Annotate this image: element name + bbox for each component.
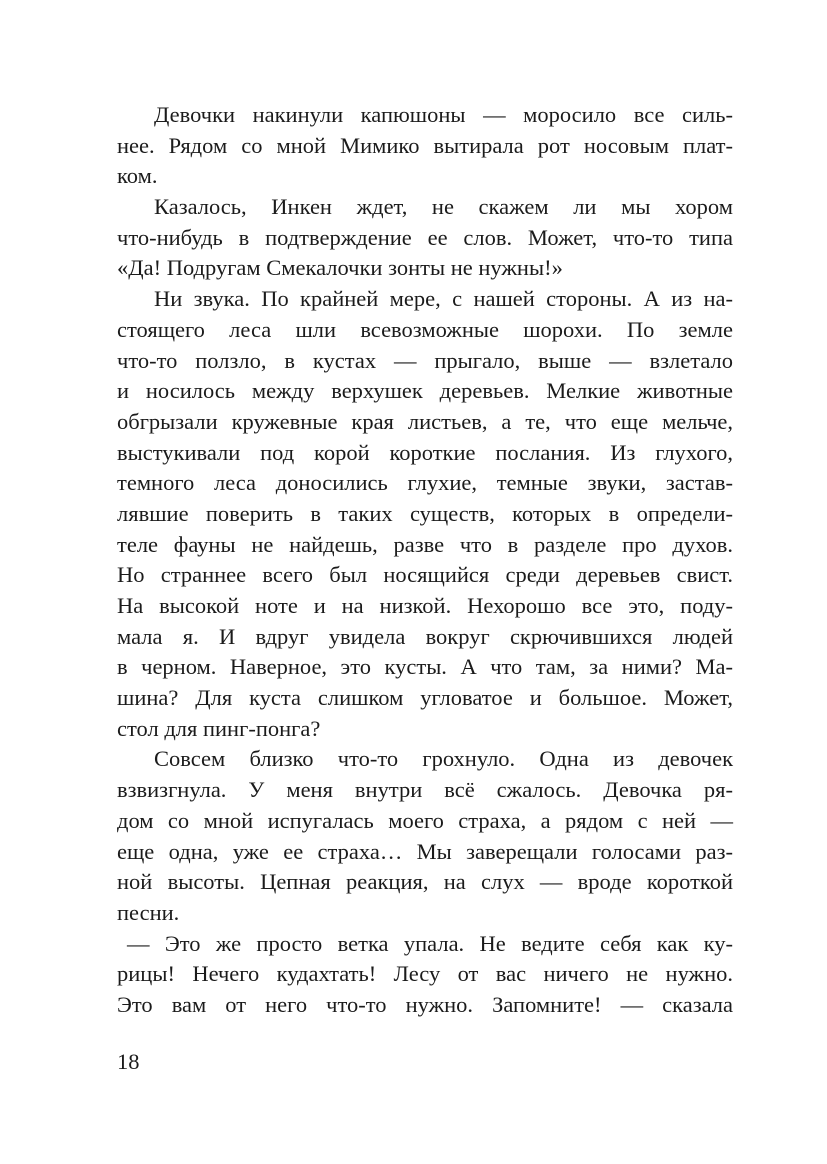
paragraph-4: [117, 744, 733, 928]
text-line: еще одна, уже ее страха… Мы заверещали голосами раз-: [117, 838, 733, 864]
text-line: мала я. И вдруг увидела вокруг скрючившихся людей: [117, 623, 733, 649]
page-number: 18: [117, 1049, 140, 1074]
text-line: стол для пинг-понга?: [117, 715, 321, 741]
paragraph-2: [117, 192, 733, 284]
text-line: песни.: [117, 899, 180, 925]
paragraph-1: [117, 100, 733, 192]
text-line: На высокой ноте и на низкой. Нехорошо все это, поду-: [117, 593, 733, 618]
text-line: темного леса доносились глухие, темные звуки, застав-: [117, 470, 733, 496]
text-line: и носилось между верхушек деревьев. Мелкие животные: [117, 378, 733, 404]
text-line: теле фауны не найдешь, разве что в разделе про духов.: [117, 531, 733, 557]
page-text: [117, 100, 733, 1021]
text-line: Ни звука. По крайней мере, с нашей стороны. А из на-: [154, 286, 733, 312]
text-line: Совсем близко что-то грохнуло. Одна из девочек: [154, 746, 733, 772]
text-line: обгрызали кружевные края листьев, а те, что еще мельче,: [117, 408, 733, 434]
text-line: стоящего леса шли всевозможные шорохи. По земле: [117, 316, 733, 342]
text-line: — Это же просто ветка упала. Не ведите себя как ку-: [127, 930, 733, 956]
paragraph-3: [117, 284, 733, 744]
text-line: в черном. Наверное, это кусты. А что там, за ними? Ма-: [117, 654, 733, 680]
text-line: Казалось, Инкен ждет, не скажем ли мы хором: [154, 194, 733, 220]
text-line: нее. Рядом со мной Мимико вытирала рот носовым плат-: [117, 132, 733, 158]
text-line: рицы! Нечего кудахтать! Лесу от вас ничего не нужно.: [117, 961, 733, 987]
text-line: что-нибудь в подтверждение ее слов. Может, что-то типа: [117, 224, 733, 250]
text-line: дом со мной испугалась моего страха, а рядом с ней —: [117, 807, 733, 833]
text-line: выстукивали под корой короткие послания. Из глухого,: [117, 439, 733, 465]
text-line: Но страннее всего был носящийся среди деревьев свист.: [117, 562, 733, 588]
text-line: Это вам от него что-то нужно. Запомните! — сказала: [117, 991, 733, 1017]
text-line: ком.: [117, 163, 158, 189]
text-line: лявшие поверить в таких существ, которых в определи-: [117, 500, 733, 526]
text-line: взвизгнула. У меня внутри всё сжалось. Девочка ря-: [117, 777, 733, 803]
paragraph-5: [117, 929, 733, 1021]
text-line: что-то ползло, в кустах — прыгало, выше — взлетало: [117, 347, 733, 373]
text-line: шина? Для куста слишком угловатое и большое. Может,: [117, 685, 733, 711]
text-line: ной высоты. Цепная реакция, на слух — вроде короткой: [117, 869, 733, 895]
text-line: «Да! Подругам Смекалочки зонты не нужны!»: [117, 255, 563, 281]
text-line: Девочки накинули капюшоны — моросило все силь-: [154, 102, 733, 127]
